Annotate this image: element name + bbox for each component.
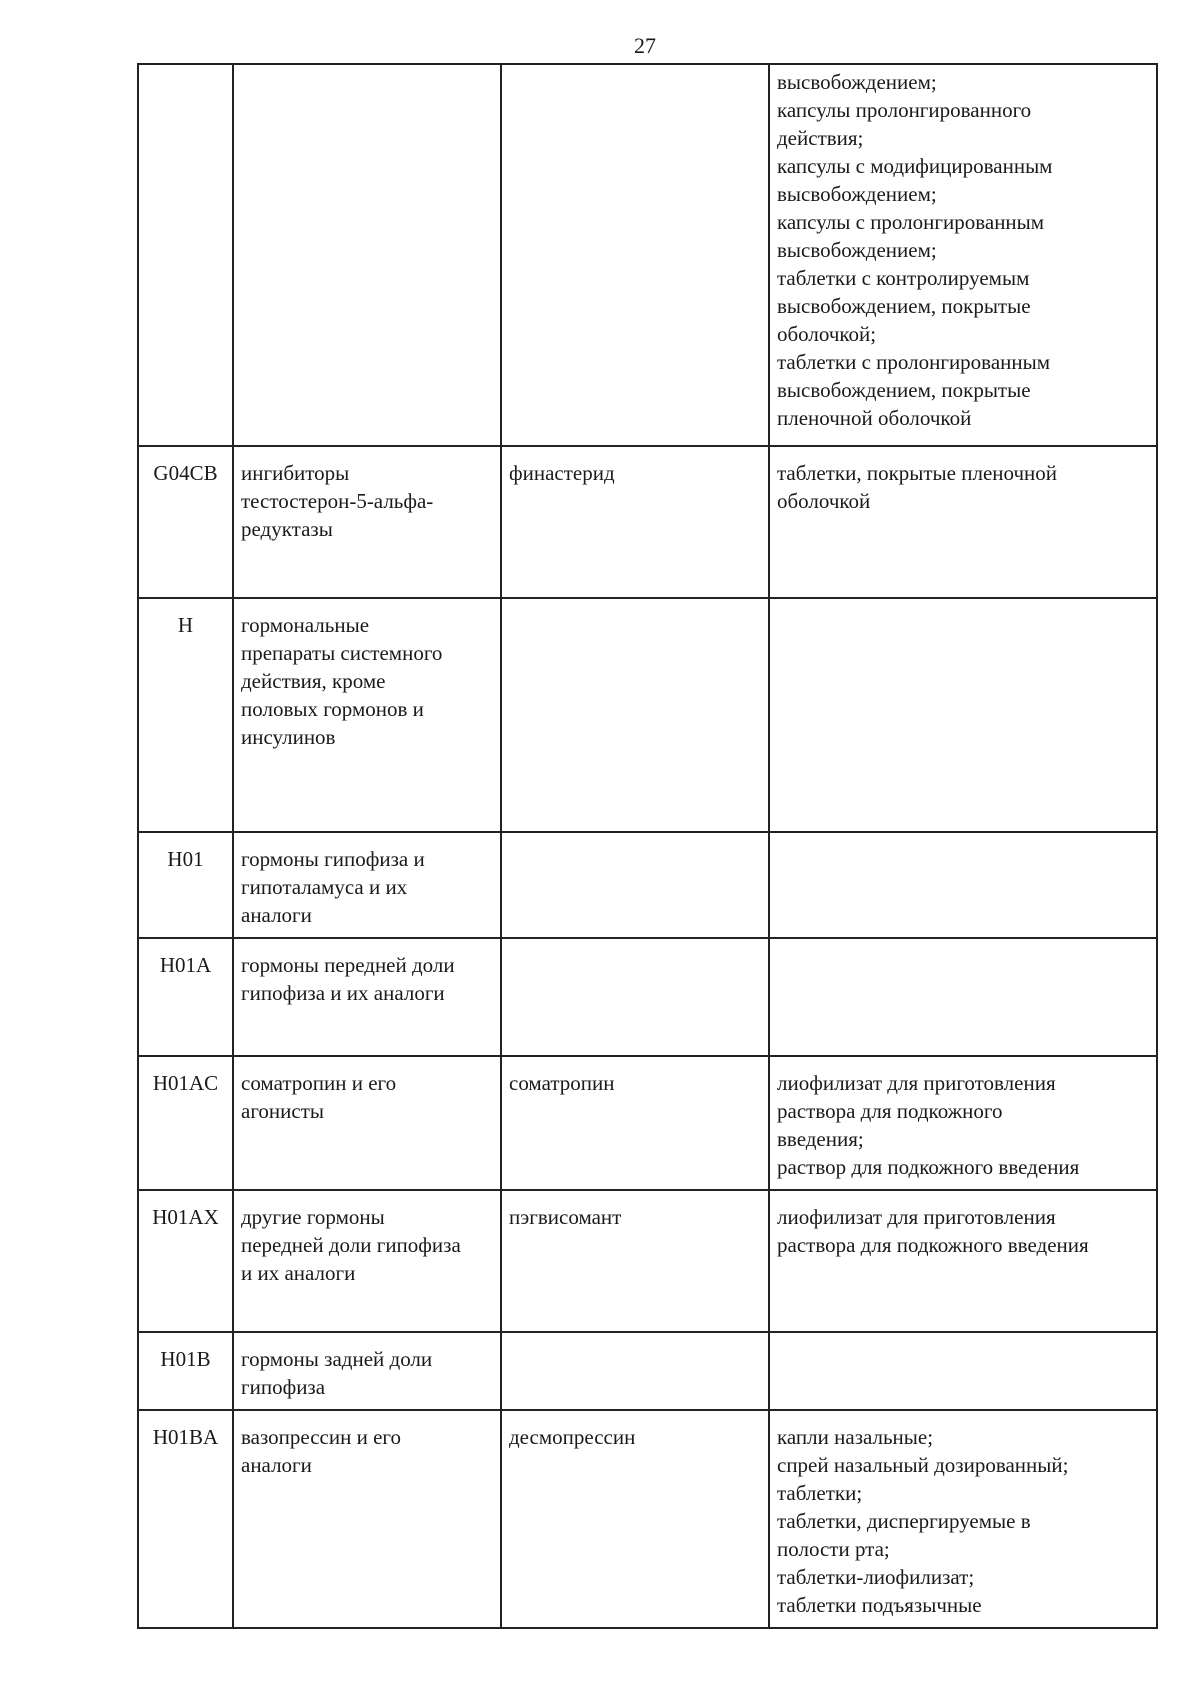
dosage-forms-cell xyxy=(769,832,1157,938)
dosage-form-line: высвобождением; xyxy=(777,182,937,206)
atc-code-cell: H01AC xyxy=(138,1056,233,1190)
group-line: препараты системного xyxy=(241,641,443,665)
dosage-form-line: высвобождением; xyxy=(777,238,937,262)
table-row xyxy=(138,1190,1157,1332)
anatomical-group-cell xyxy=(233,1190,501,1332)
table-row xyxy=(138,938,1157,1056)
group-line: действия, кроме xyxy=(241,669,386,693)
group-line: тестостерон-5-альфа- xyxy=(241,489,434,513)
dosage-form-line: таблетки с пролонгированным xyxy=(777,350,1051,374)
dosage-form-line: пленочной оболочкой xyxy=(777,406,972,430)
atc-code-cell: H xyxy=(138,598,233,832)
dosage-form-line: капсулы пролонгированного xyxy=(777,98,1032,122)
dosage-form-line: таблетки подъязычные xyxy=(777,1593,982,1617)
dosage-form-line: таблетки; xyxy=(777,1481,863,1505)
table-row xyxy=(138,1332,1157,1410)
drug-name-cell xyxy=(501,1332,769,1410)
atc-code-cell: H01AX xyxy=(138,1190,233,1332)
dosage-form-line: раствор для подкожного введения xyxy=(777,1155,1080,1179)
atc-code-cell xyxy=(138,64,233,446)
dosage-form-line: таблетки-лиофилизат; xyxy=(777,1565,975,1589)
group-line: гормоны передней доли xyxy=(241,953,455,977)
anatomical-group-cell xyxy=(233,832,501,938)
dosage-forms-cell xyxy=(769,598,1157,832)
group-line: и их аналоги xyxy=(241,1261,356,1285)
dosage-form-line: высвобождением, покрытые xyxy=(777,294,1031,318)
group-line: соматропин и его xyxy=(241,1071,397,1095)
drug-name-cell: соматропин xyxy=(501,1056,769,1190)
atc-code-cell: H01 xyxy=(138,832,233,938)
dosage-forms-cell xyxy=(769,1410,1157,1628)
table-row xyxy=(138,832,1157,938)
group-line: ингибиторы xyxy=(241,461,350,485)
anatomical-group-cell xyxy=(233,938,501,1056)
atc-code-cell: H01BA xyxy=(138,1410,233,1628)
atc-code-cell: H01B xyxy=(138,1332,233,1410)
group-line: передней доли гипофиза xyxy=(241,1233,461,1257)
group-line: гормоны гипофиза и xyxy=(241,847,425,871)
anatomical-group-cell xyxy=(233,64,501,446)
drug-name-cell: десмопрессин xyxy=(501,1410,769,1628)
group-line: аналоги xyxy=(241,903,312,927)
dosage-form-line: лиофилизат для приготовления xyxy=(777,1205,1056,1229)
atc-code-cell: G04CB xyxy=(138,446,233,598)
dosage-form-line: раствора для подкожного введения xyxy=(777,1233,1089,1257)
group-line: аналоги xyxy=(241,1453,312,1477)
table-row xyxy=(138,598,1157,832)
drug-name-cell xyxy=(501,64,769,446)
group-line: половых гормонов и xyxy=(241,697,424,721)
drug-name-cell xyxy=(501,938,769,1056)
dosage-forms-cell xyxy=(769,938,1157,1056)
dosage-form-line: таблетки, покрытые пленочной xyxy=(777,461,1058,485)
group-line: гипоталамуса и их xyxy=(241,875,408,899)
anatomical-group-cell xyxy=(233,1332,501,1410)
group-line: редуктазы xyxy=(241,517,333,541)
table-row xyxy=(138,64,1157,446)
dosage-form-line: действия; xyxy=(777,126,864,150)
dosage-form-line: спрей назальный дозированный; xyxy=(777,1453,1069,1477)
dosage-form-line: введения; xyxy=(777,1127,864,1151)
group-line: гипофиза и их аналоги xyxy=(241,981,445,1005)
dosage-form-line: полости рта; xyxy=(777,1537,890,1561)
atc-code-cell: H01A xyxy=(138,938,233,1056)
dosage-form-line: капли назальные; xyxy=(777,1425,934,1449)
drug-table xyxy=(137,63,1158,1629)
dosage-forms-cell xyxy=(769,1056,1157,1190)
drug-name-cell: пэгвисомант xyxy=(501,1190,769,1332)
group-line: другие гормоны xyxy=(241,1205,385,1229)
dosage-forms-cell xyxy=(769,446,1157,598)
dosage-form-line: высвобождением, покрытые xyxy=(777,378,1031,402)
group-line: инсулинов xyxy=(241,725,336,749)
drug-name-cell xyxy=(501,832,769,938)
anatomical-group-cell xyxy=(233,446,501,598)
table-body xyxy=(138,64,1157,1628)
dosage-forms-cell xyxy=(769,1190,1157,1332)
group-line: гормональные xyxy=(241,613,370,637)
anatomical-group-cell xyxy=(233,1056,501,1190)
group-line: гормоны задней доли xyxy=(241,1347,433,1371)
anatomical-group-cell xyxy=(233,1410,501,1628)
group-line: гипофиза xyxy=(241,1375,326,1399)
table-row xyxy=(138,446,1157,598)
drug-name-cell xyxy=(501,598,769,832)
dosage-form-line: таблетки с контролируемым xyxy=(777,266,1030,290)
dosage-form-line: оболочкой xyxy=(777,489,871,513)
dosage-forms-cell xyxy=(769,1332,1157,1410)
table-row xyxy=(138,1410,1157,1628)
dosage-form-line: высвобождением; xyxy=(777,70,937,94)
table-row xyxy=(138,1056,1157,1190)
anatomical-group-cell xyxy=(233,598,501,832)
dosage-form-line: таблетки, диспергируемые в xyxy=(777,1509,1031,1533)
drug-name-cell: финастерид xyxy=(501,446,769,598)
dosage-form-line: раствора для подкожного xyxy=(777,1099,1003,1123)
dosage-forms-cell xyxy=(769,64,1157,446)
dosage-form-line: капсулы с пролонгированным xyxy=(777,210,1045,234)
dosage-form-line: капсулы с модифицированным xyxy=(777,154,1053,178)
dosage-form-line: лиофилизат для приготовления xyxy=(777,1071,1056,1095)
group-line: агонисты xyxy=(241,1099,324,1123)
dosage-form-line: оболочкой; xyxy=(777,322,877,346)
page-number: 27 xyxy=(634,33,656,58)
group-line: вазопрессин и его xyxy=(241,1425,401,1449)
